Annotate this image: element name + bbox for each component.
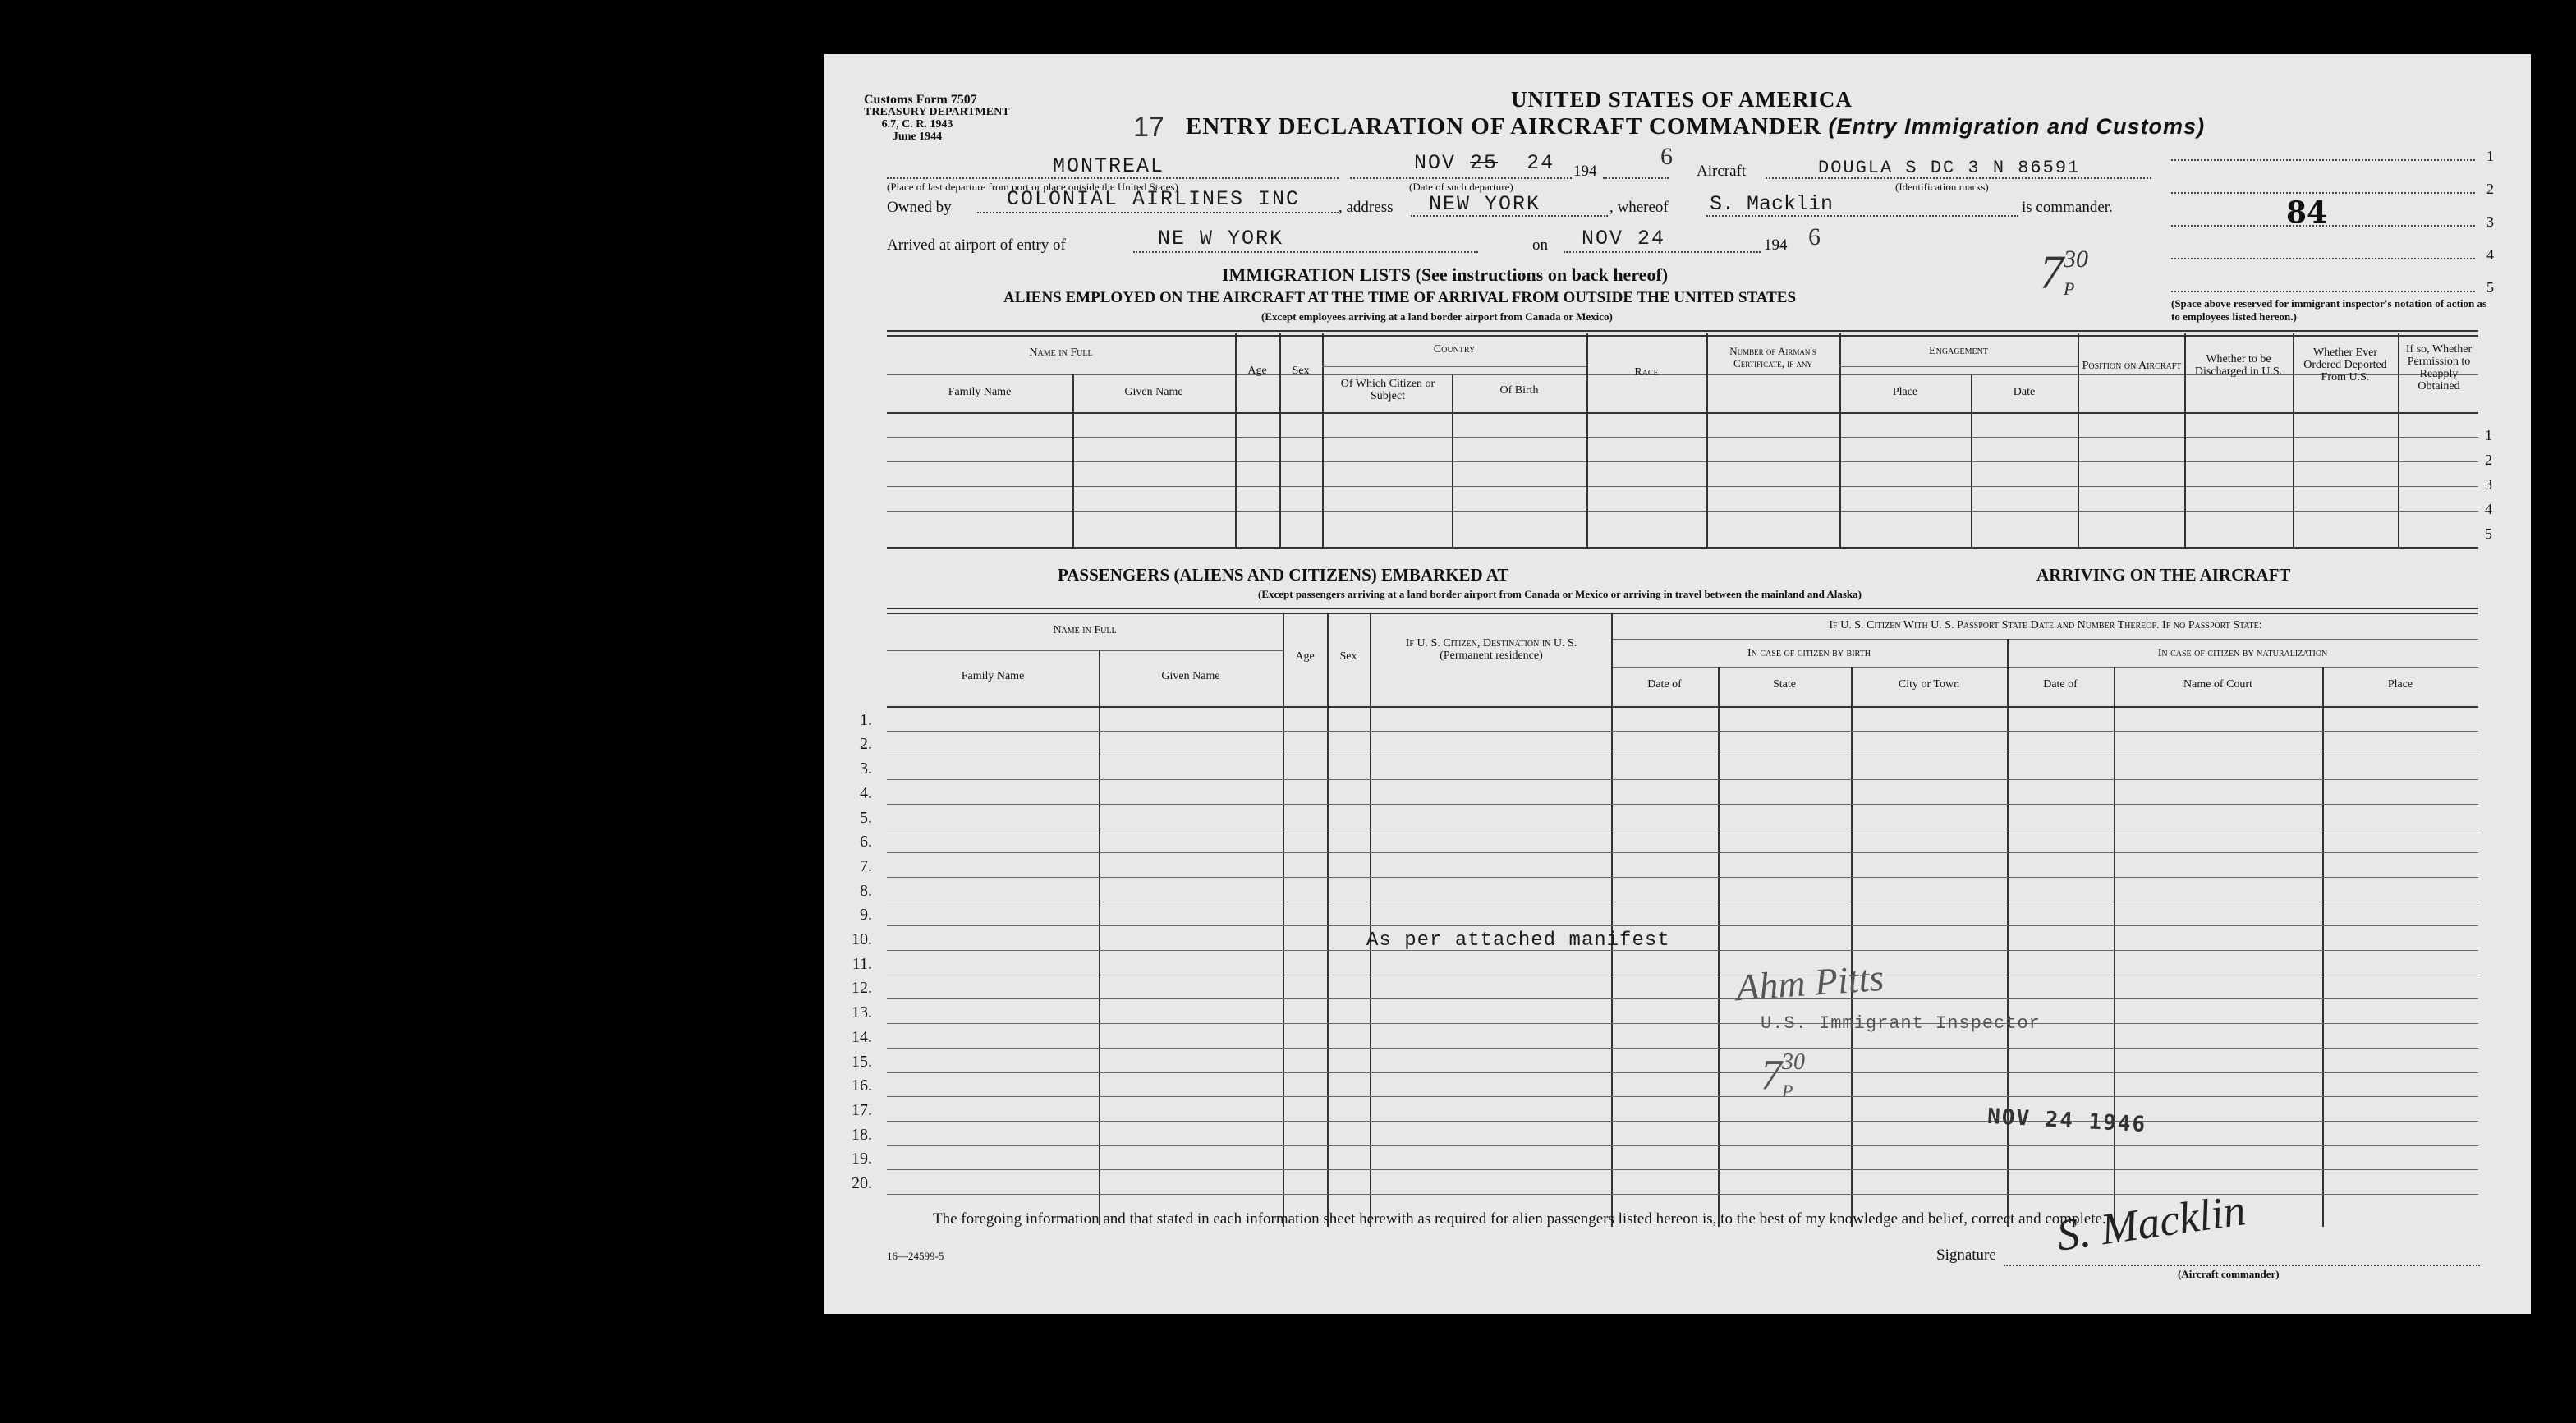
owned-by-label: Owned by [887, 199, 952, 216]
passenger-row-line [887, 877, 2478, 878]
inspector-time-pm: P [1782, 1081, 1793, 1101]
col-of-birth: Of Birth [1499, 384, 1539, 397]
passenger-row-line [887, 779, 2478, 780]
col-race: Race [1634, 366, 1659, 379]
arrived-label: Arrived at airport of entry of [887, 236, 1066, 254]
immigration-subtitle: ALIENS EMPLOYED ON THE AIRCRAFT AT THE TIME OF ARRIVAL FROM OUTSIDE THE UNITED STATES [1003, 289, 1797, 306]
departure-date-caption: (Date of such departure) [1409, 181, 1513, 193]
passenger-row-line [887, 1145, 2478, 1146]
employee-row-1: 1 [2485, 427, 2492, 443]
passenger-row-line [887, 1121, 2478, 1122]
manifest-note: As per attached manifest [1366, 930, 1670, 952]
col-engagement: Engagement [1929, 345, 1988, 357]
departure-place-caption: (Place of last departure from port or place outside the United States) [887, 181, 1178, 193]
side-line-1: 1 [2486, 148, 2494, 164]
side-note-caption: (Space above reserved for immigrant inspector's notation of action as to employees listed hereon.) [2171, 297, 2487, 323]
passenger-row-line [887, 998, 2478, 999]
pcol-destination [1375, 637, 1608, 662]
passenger-row-number: 14. [852, 1028, 872, 1046]
passenger-row-number: 3. [860, 760, 872, 778]
passenger-row-number: 1. [860, 711, 872, 729]
col-citizen-of: Of Which Citizen or Subject [1340, 378, 1435, 402]
pcol-court: Name of Court [2183, 678, 2252, 691]
time-hour: 7 [2040, 246, 2064, 299]
aircraft-id: DOUGLA S DC 3 N 86591 [1818, 158, 2081, 178]
col-name-in-full: Name in Full [1029, 347, 1093, 359]
declaration-form [824, 54, 2531, 1314]
passenger-row-number: 5. [860, 809, 872, 827]
employee-row-2: 2 [2485, 452, 2492, 468]
arrival-year-digit: 6 [1808, 223, 1821, 250]
passengers-note: (Except passengers arriving at a land border airport from Canada or Mexico or arriving in travel between the mainland and Alaska) [1258, 588, 1862, 600]
form-title-main: ENTRY DECLARATION OF AIRCRAFT COMMANDER [1186, 113, 1822, 140]
passenger-row-line [887, 852, 2478, 853]
passengers-title-right: ARRIVING ON THE AIRCRAFT [2036, 565, 2291, 585]
passenger-row-number: 12. [852, 979, 872, 997]
col-age: Age [1247, 365, 1267, 377]
employee-row-5: 5 [2485, 526, 2492, 542]
passenger-row-line [887, 1048, 2478, 1049]
passenger-row-number: 18. [852, 1126, 872, 1144]
pcol-birth-date: Date of [1647, 678, 1682, 691]
passenger-row-number: 6. [860, 833, 872, 851]
passenger-row-number: 4. [860, 784, 872, 802]
is-commander-label: is commander. [2022, 199, 2113, 216]
passenger-row-number: 19. [852, 1150, 872, 1168]
employee-row-4: 4 [2485, 501, 2492, 517]
passenger-row-line [887, 1096, 2478, 1097]
inspector-time [1761, 1051, 1816, 1099]
passenger-row-number: 7. [860, 857, 872, 875]
passenger-row-line [887, 1023, 2478, 1024]
passenger-row-line [887, 925, 2478, 926]
passenger-row-number: 8. [860, 882, 872, 900]
address-label: , address [1339, 199, 1394, 216]
departure-year-digit: 6 [1660, 143, 1673, 170]
whereof-label: , whereof [1609, 199, 1669, 216]
side-line-2: 2 [2486, 181, 2494, 197]
form-date: June 1944 [892, 131, 943, 143]
col-discharged: Whether to be Discharged in U.S. [2194, 353, 2283, 378]
passenger-row-number: 16. [852, 1076, 872, 1095]
pcol-naturalization-date: Date of [2043, 678, 2078, 691]
time-minutes: 30 [2064, 246, 2088, 273]
inspector-signature: Ahm Pitts [1734, 956, 1885, 1009]
col-engagement-place: Place [1892, 386, 1918, 398]
side-line-3: 3 [2486, 213, 2494, 230]
print-code: 16—24599-5 [887, 1250, 944, 1262]
col-position: Position on Aircraft [2082, 360, 2182, 372]
passenger-row-number: 17. [852, 1101, 872, 1119]
col-given-name: Given Name [1124, 386, 1183, 398]
departure-year-prefix: 194 [1573, 163, 1597, 180]
form-title [1186, 113, 2205, 140]
arrival-airport: NE W YORK [1158, 227, 1284, 250]
on-label: on [1532, 236, 1548, 254]
immigration-note: (Except employees arriving at a land border airport from Canada or Mexico) [1261, 310, 1613, 323]
passenger-row-number: 10. [852, 930, 872, 948]
departure-day: 24 [1527, 151, 1555, 175]
pcol-city: City or Town [1898, 678, 1960, 691]
col-permission: If so, Whether Permission to Reapply Obtained [2405, 343, 2473, 392]
passenger-row-number: 13. [852, 1003, 872, 1021]
pcol-destination-label: If U. S. Citizen, Destination in U. S. [1405, 637, 1577, 650]
pcol-by-birth: In case of citizen by birth [1747, 647, 1871, 659]
time-pm: P [2064, 278, 2075, 299]
form-meta [864, 93, 1010, 143]
date-stamp: NOV 24 1946 [1986, 1104, 2147, 1138]
pcol-family-name: Family Name [961, 670, 1025, 682]
col-engagement-date: Date [2013, 386, 2036, 398]
employee-row-3: 3 [2485, 476, 2492, 493]
side-line-5: 5 [2486, 279, 2494, 296]
col-country: Country [1433, 343, 1476, 356]
country-heading: UNITED STATES OF AMERICA [1511, 87, 1853, 112]
pcol-age: Age [1295, 650, 1315, 663]
passenger-row-line [887, 731, 2478, 732]
passenger-row-line [887, 1072, 2478, 1073]
departure-date [1414, 151, 1554, 175]
pcol-by-naturalization: In case of citizen by naturalization [2157, 647, 2328, 659]
certification-text: The foregoing information and that stated in each information sheet herewith as required for alien passengers listed hereon is, to the best of my knowledge and belief, correct and complete. [933, 1210, 2106, 1228]
pcol-state: State [1773, 678, 1796, 691]
commander-name: S. Macklin [1710, 192, 1834, 216]
aircraft-label: Aircraft [1697, 163, 1747, 180]
pcol-sex: Sex [1339, 650, 1357, 663]
side-line-4: 4 [2486, 246, 2494, 263]
arrival-date: NOV 24 [1582, 227, 1666, 250]
owner-name: COLONIAL AIRLINES INC [1007, 187, 1301, 211]
passenger-row-number: 11. [852, 955, 872, 973]
passenger-row-number: 15. [852, 1053, 872, 1071]
col-certificate: Number of Airman's Certificate, if any [1729, 345, 1816, 370]
passenger-row-line [887, 804, 2478, 805]
signature-label: Signature [1936, 1246, 1996, 1264]
inspector-time-minutes: 30 [1782, 1049, 1805, 1075]
cfr-reference: 6.7, C. R. 1943 [881, 118, 953, 131]
owner-address: NEW YORK [1429, 192, 1541, 216]
form-title-paren: (Entry Immigration and Customs) [1828, 114, 2206, 139]
passengers-title-left: PASSENGERS (ALIENS AND CITIZENS) EMBARKED AT [1058, 565, 1509, 585]
departure-place: MONTREAL [1053, 154, 1165, 178]
pcol-place: Place [2387, 678, 2413, 691]
departure-month: NOV [1414, 151, 1457, 175]
immigration-title: IMMIGRATION LISTS (See instructions on back hereof) [1222, 264, 1669, 285]
pcol-destination-sub: (Permanent residence) [1440, 650, 1543, 662]
passenger-row-number: 20. [852, 1174, 872, 1192]
aircraft-caption: (Identification marks) [1895, 181, 1989, 193]
treasury-department: TREASURY DEPARTMENT [864, 106, 1010, 118]
pcol-name-in-full: Name in Full [1053, 624, 1117, 636]
col-deported: Whether Ever Ordered Deported From U.S. [2303, 347, 2387, 383]
pcol-passport: If U. S. Citizen With U. S. Passport State Date and Number Thereof. If no Passport State: [1829, 619, 2262, 631]
handwritten-number: 84 [2286, 195, 2328, 230]
departure-day-struck: 25 [1470, 151, 1499, 175]
commander-signature: S. Macklin [2053, 1185, 2248, 1260]
pcol-given-name: Given Name [1161, 670, 1220, 682]
customs-form-number: Customs Form 7507 [864, 93, 977, 107]
passenger-row-number: 2. [860, 735, 872, 753]
handwritten-form-number: 17 [1133, 112, 1164, 143]
inspector-time-hour: 7 [1761, 1052, 1782, 1099]
arrival-year-prefix: 194 [1764, 236, 1788, 254]
col-sex: Sex [1292, 365, 1310, 377]
col-family-name: Family Name [948, 386, 1012, 398]
passenger-row-number: 9. [860, 906, 872, 924]
passenger-row-line [887, 1169, 2478, 1170]
inspector-caption: U.S. Immigrant Inspector [1761, 1013, 2041, 1034]
passenger-row-line [887, 950, 2478, 951]
handwritten-time [2040, 245, 2099, 300]
signature-caption: (Aircraft commander) [2178, 1268, 2280, 1280]
